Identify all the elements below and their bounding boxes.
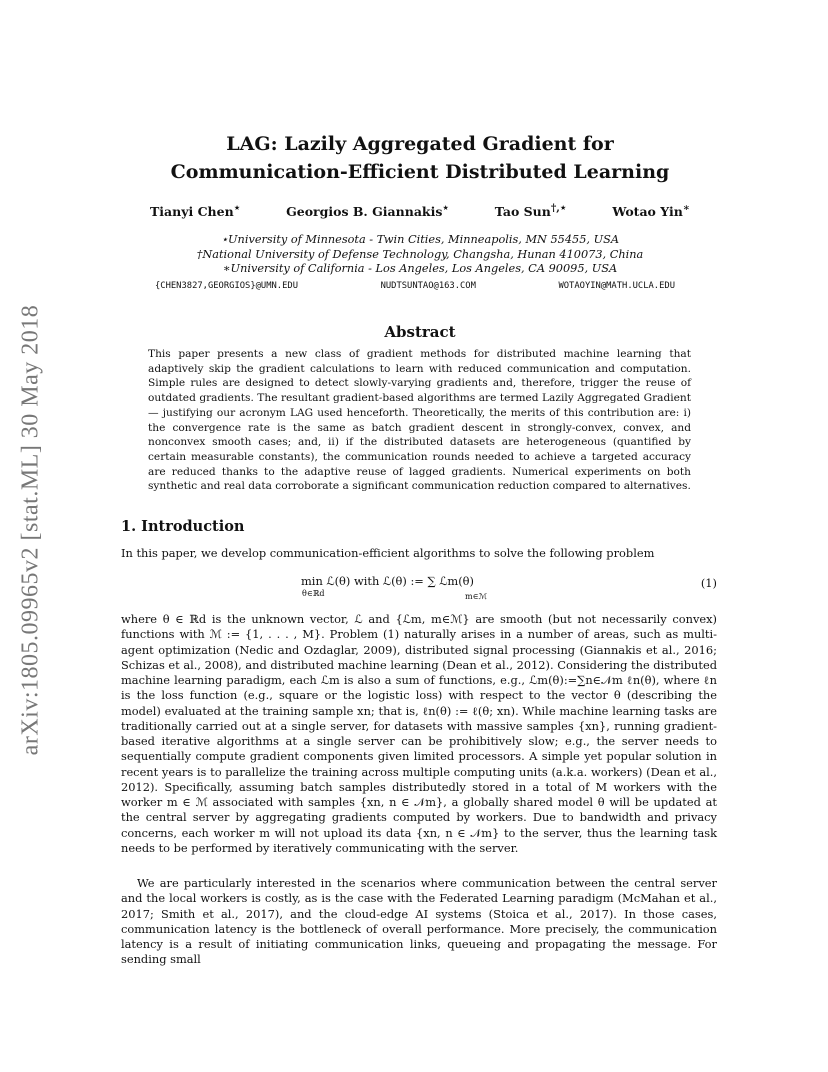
- arxiv-stamp-text: arXiv:1805.09965v2 [stat.ML] 30 May 2018: [17, 304, 44, 756]
- affiliation: ⋆University of Minnesota - Twin Cities, Minneapolis, MN 55455, USA: [220, 233, 620, 246]
- intro-paragraph-2: where θ ∈ ℝd is the unknown vector, ℒ and {ℒm, m∈ℳ} are smooth (but not necessarily convex) functions with ℳ := {1, . . . , M}. Problem (1) naturally arises in a number of areas, such as multi-agent optimization (Nedic and Ozdaglar, 2009), distributed signal processing (Giannakis et al., 2016; Schizas et al., 2008), and distributed machine learning (Dean et al., 2012). Considering the distributed machine learning paradigm, each ℒm is also a sum of functions, e.g., ℒm(θ):=∑n∈𝒩m ℓn(θ), where ℓn is the loss function (e.g., square or the logistic loss) with respect to the vector θ (describing the model) evaluated at the training sample xn; that is, ℓn(θ) := ℓ(θ; xn). While machine learning tasks are traditionally carried out at a single server, for datasets with massive samples {xn}, running gradient-based iterative algorithms at a single server can be prohibitively slow; e.g., the server needs to sequentially compute gradient components given limited processors. A simple yet popular solution in recent years is to parallelize the training across multiple computing units (a.k.a. workers) (Dean et al., 2012). Specifically, assuming batch samples distributedly stored in a total of M workers with the worker m ∈ ℳ associated with samples {xn, n ∈ 𝒩m}, a globally shared model θ will be updated at the central server by aggregating gradients computed by workers. Due to bandwidth and privacy concerns, each worker m will not upload its data {xn, n ∈ 𝒩m} to the server, thus the learning task needs to be performed by iteratively communicating with the server.: [121, 612, 717, 855]
- equation-number: (1): [700, 576, 717, 590]
- affiliations: [150, 233, 690, 277]
- email: NUDTSUNTAO@163.COM: [380, 281, 476, 291]
- title-line-1: LAG: Lazily Aggregated Gradient for: [226, 133, 614, 155]
- intro-paragraph-1: In this paper, we develop communication-efficient algorithms to solve the following problem: [121, 546, 655, 560]
- equation-subscript-min: θ∈ℝd: [302, 589, 325, 598]
- author-list: [150, 202, 690, 219]
- arxiv-stamp: [6, 150, 56, 910]
- affiliation: †National University of Defense Technology, Changsha, Hunan 410073, China: [196, 247, 644, 261]
- author: Tianyi Chen⋆: [150, 202, 241, 220]
- email-list: [155, 281, 675, 291]
- abstract-heading: Abstract: [384, 323, 456, 341]
- section-heading: 1. Introduction: [121, 518, 245, 535]
- title-line-2: Communication-Efficient Distributed Learning: [170, 161, 670, 183]
- author: Wotao Yin∗: [612, 202, 690, 220]
- equation-subscript-sum: m∈ℳ: [465, 592, 488, 601]
- equation-1: [121, 574, 717, 608]
- affiliation: ∗University of California - Los Angeles, Los Angeles, CA 90095, USA: [222, 262, 618, 275]
- abstract-text: This paper presents a new class of gradient methods for distributed machine learning that adaptively skip the gradient calculations to learn with reduced communication and computation. Simple rules are designed to detect slowly-varying gradients and, therefore, trigger the reuse of outdated gradients. The resultant gradient-based algorithms are termed Lazily Aggregated Gradient — justifying our acronym LAG used henceforth. Theoretically, the merits of this contribution are: i) the convergence rate is the same as batch gradient descent in strongly-convex, convex, and nonconvex smooth cases; and, ii) if the distributed datasets are heterogeneous (quantified by certain measurable constants), the communication rounds needed to achieve a targeted accuracy are reduced thanks to the adaptive reuse of lagged gradients. Numerical experiments on both synthetic and real data corroborate a significant communication reduction compared to alternatives.: [148, 348, 691, 493]
- author: Georgios B. Giannakis⋆: [286, 202, 449, 220]
- paper-title: [140, 130, 700, 186]
- email: {CHEN3827,GEORGIOS}@UMN.EDU: [155, 281, 298, 291]
- equation-body: min ℒ(θ) with ℒ(θ) := ∑ ℒm(θ): [301, 574, 474, 588]
- intro-paragraph-3: We are particularly interested in the scenarios where communication between the central server and the local workers is costly, as is the case with the Federated Learning paradigm (McMahan et al., 2017; Smith et al., 2017), and the cloud-edge AI systems (Stoica et al., 2017). In those cases, communication latency is the bottleneck of overall performance. More precisely, the communication latency is a result of initiating communication links, queueing and propagating the message. For sending small: [121, 876, 717, 967]
- author: Tao Sun†,⋆: [494, 202, 567, 220]
- email: WOTAOYIN@MATH.UCLA.EDU: [558, 281, 675, 291]
